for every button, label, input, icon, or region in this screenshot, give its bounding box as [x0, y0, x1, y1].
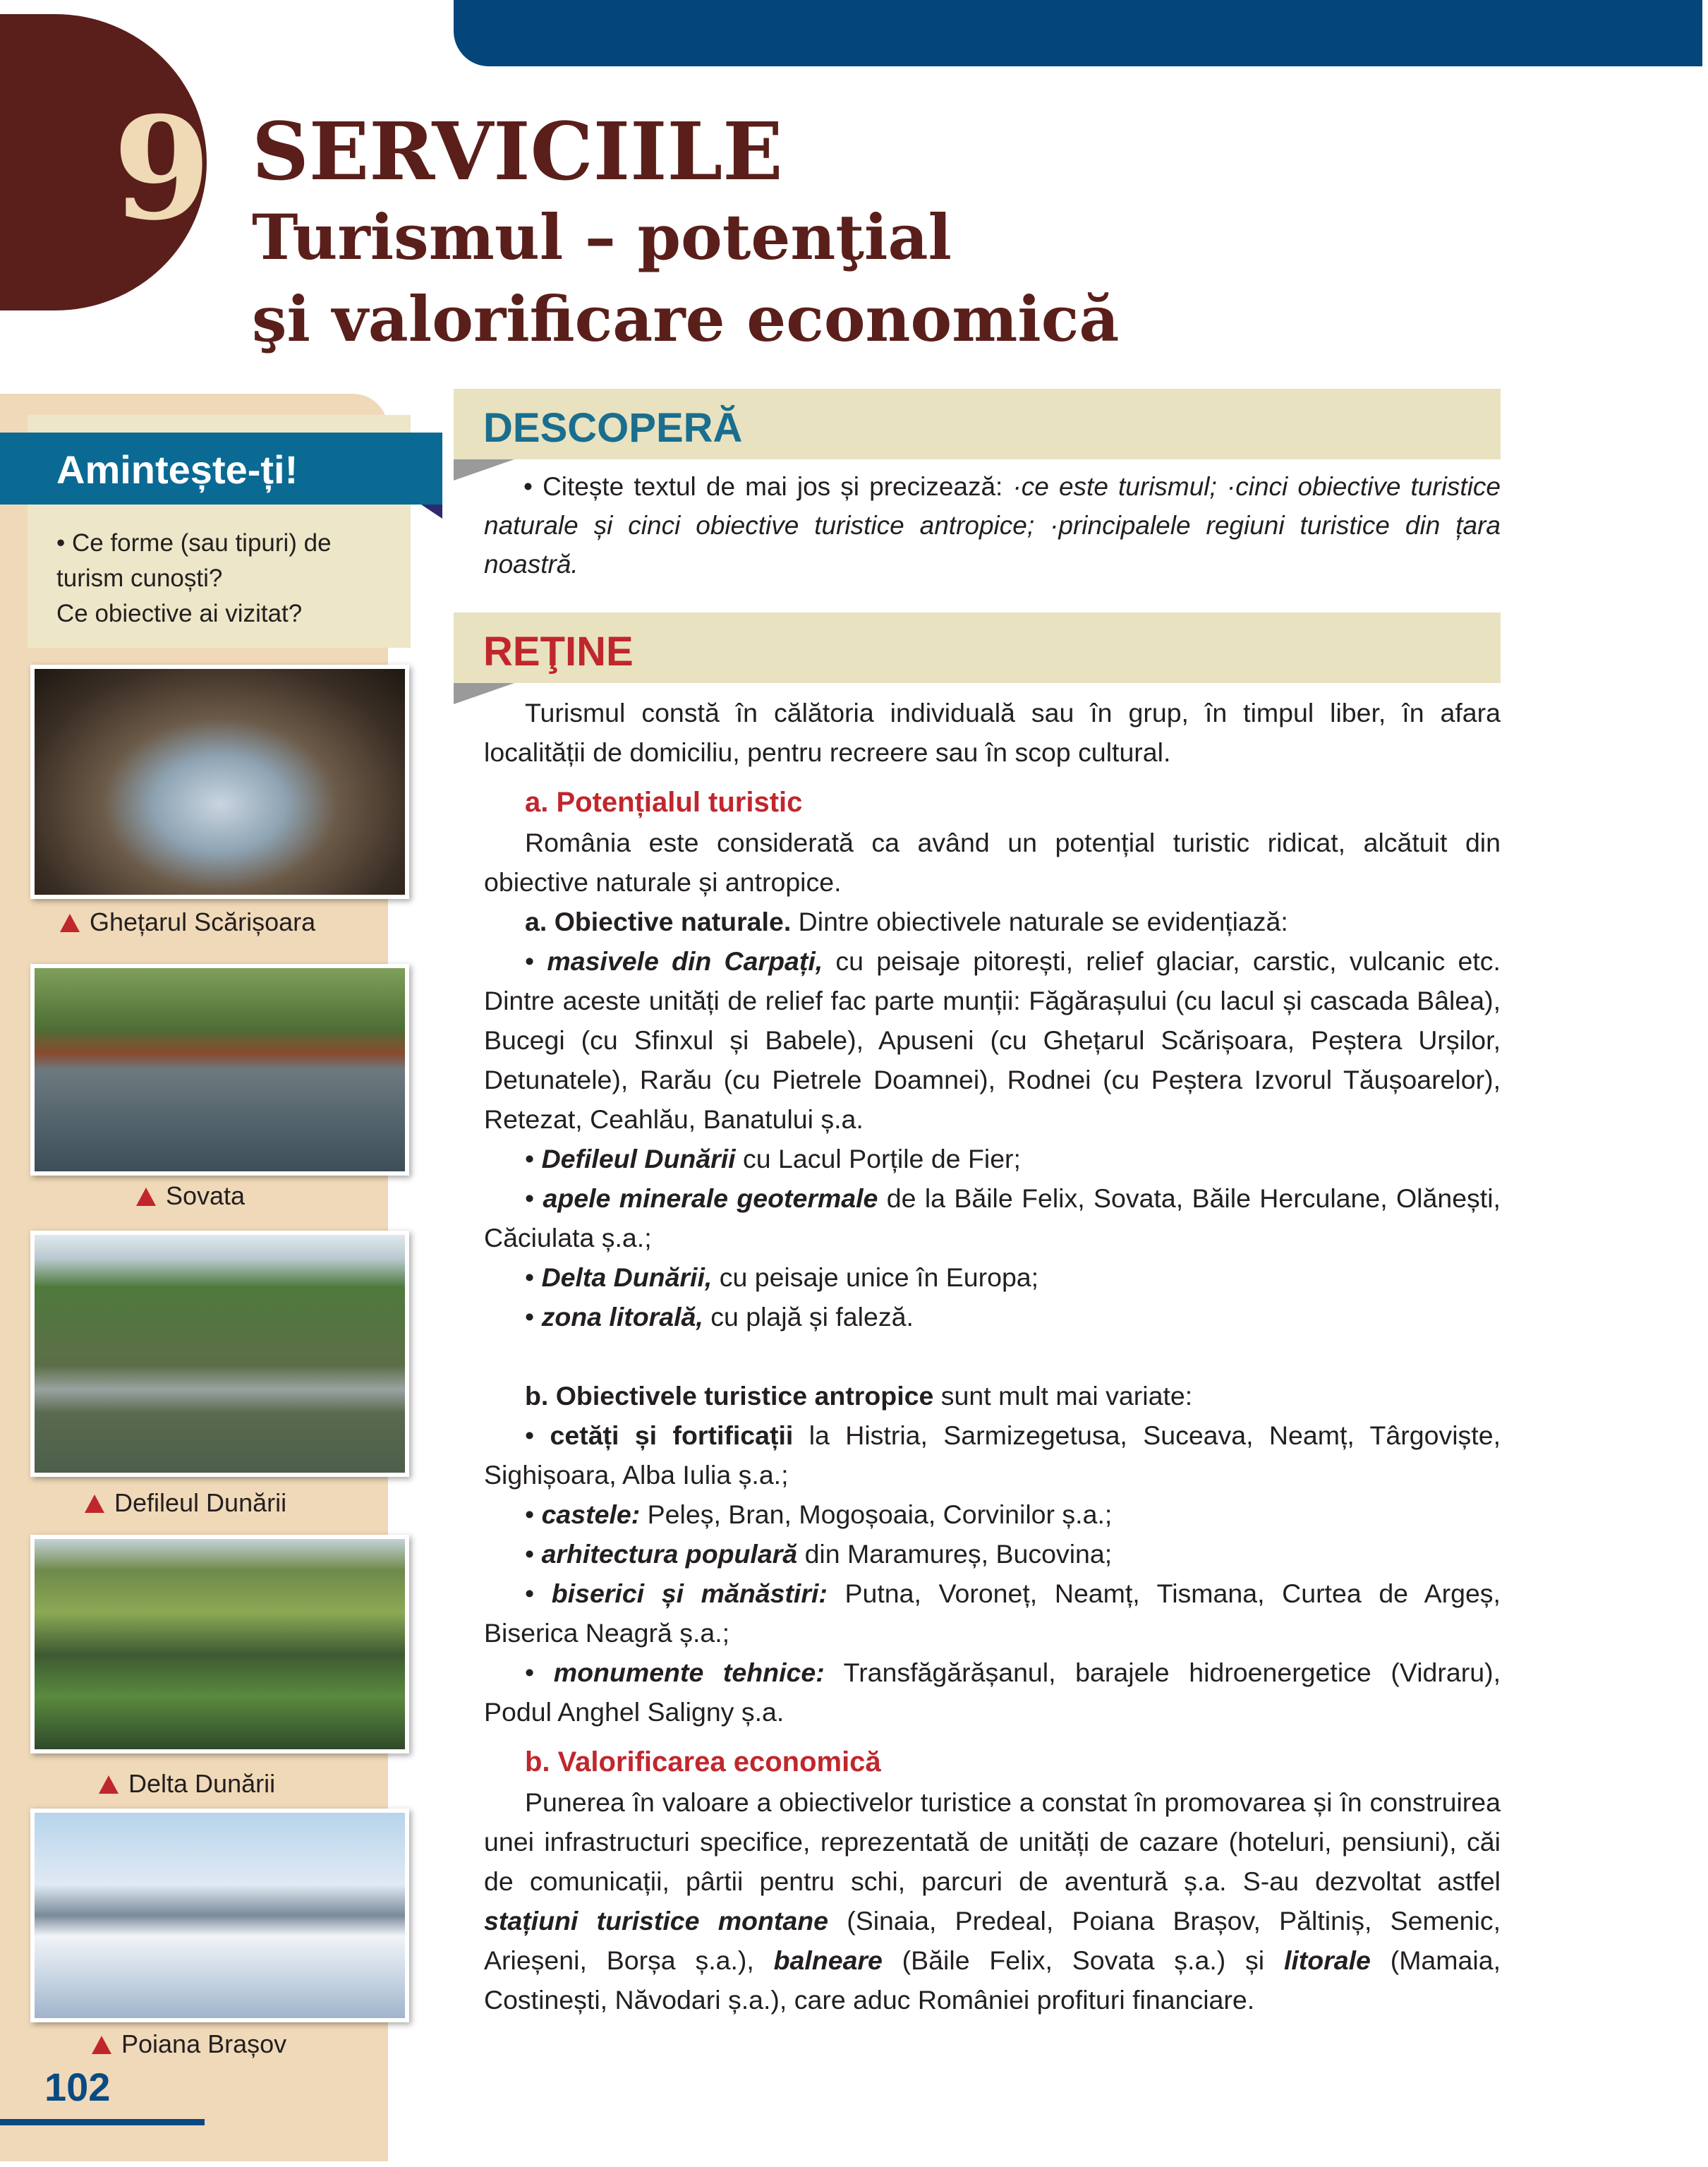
emphasis-run: Delta Dunării, — [541, 1262, 713, 1292]
chapter-title: SERVICIILE — [252, 106, 783, 198]
text-run: cu peisaje unice în Europa; — [712, 1262, 1039, 1292]
caption-text: Defileul Dunării — [114, 1488, 287, 1517]
emphasis-run: monumente tehnice: — [553, 1658, 825, 1687]
paragraph — [484, 1139, 1501, 1178]
paragraph — [484, 1416, 1501, 1495]
text-run: Transfăgărășanul, barajele hidroenergetice (Vidraru), Podul Anghel Saligny ș.a. — [484, 1658, 1501, 1727]
photo-sovata — [30, 964, 409, 1176]
text-run: cu plajă și faleză. — [703, 1302, 914, 1332]
paragraph — [484, 1297, 1501, 1336]
photo-defileul-dunarii — [30, 1231, 409, 1477]
recall-title: Amintește-ți! — [0, 433, 442, 505]
paragraph — [484, 941, 1501, 1139]
recall-question — [56, 529, 332, 557]
paragraph — [484, 902, 1501, 941]
paragraph — [484, 1534, 1501, 1574]
text-run: • — [525, 1262, 542, 1292]
paragraph — [484, 693, 1501, 772]
page-number-underline — [0, 2119, 205, 2125]
emphasis-run: b. Obiectivele turistice antropice — [525, 1381, 934, 1411]
text-run: • — [525, 1499, 542, 1529]
paragraph — [484, 823, 1501, 902]
caption-poiana-brasov — [92, 2029, 286, 2059]
emphasis-run: balneare — [773, 1945, 883, 1975]
text-run: de la Băile Felix, Sovata, Băile Herculane, Olănești, Căciulata ș.a.; — [484, 1183, 1501, 1252]
text-run: • — [525, 1420, 550, 1450]
triangle-icon — [85, 1495, 104, 1513]
emphasis-run: castele: — [541, 1499, 641, 1529]
paragraph — [484, 1653, 1501, 1732]
section-heading — [484, 1742, 1501, 1782]
descopera-instruction: • Citește textul de mai jos și precizează: — [523, 472, 1013, 501]
text-run: • — [525, 1658, 554, 1687]
paragraph — [484, 1495, 1501, 1534]
caption-delta-dunarii — [99, 1769, 275, 1799]
emphasis-run: a. Obiective naturale. — [525, 907, 792, 936]
emphasis-run: masivele din Carpați, — [547, 946, 823, 976]
text-run: la Histria, Sarmizegetusa, Suceava, Neamț, Târgoviște, Sighișoara, Alba Iulia ș.a.; — [484, 1420, 1501, 1490]
retine-title: REŢINE — [483, 629, 634, 675]
photo-poiana-brasov — [30, 1809, 409, 2022]
text-run: • — [525, 1539, 542, 1569]
text-run: Dintre obiectivele naturale se evidențiază: — [791, 907, 1288, 936]
text-run: (Mamaia, Costinești, Năvodari ș.a.), care aduc României profituri financiare. — [484, 1945, 1501, 2015]
text-run: • — [525, 1302, 542, 1332]
photo-ghetarul-scarisoara — [30, 665, 409, 899]
paragraph — [484, 1178, 1501, 1257]
recall-line-1: • Ce forme (sau tipuri) de — [56, 529, 332, 557]
text-run: România este considerată ca având un potențial turistic ridicat, alcătuit din obiective naturale și antropice. — [484, 828, 1501, 897]
text-run: • — [525, 1183, 543, 1213]
triangle-icon — [92, 2036, 111, 2054]
retine-header — [454, 612, 1501, 683]
text-run: Punerea în valoare a obiectivelor turistice a constat în promovarea și în construirea unei infrastructuri specifice, reprezentată de unități de cazare (hoteluri, pensiuni), căi de comunicații, pârtii pentru schi, parcuri de aventură ș.a. S-au dezvoltat astfel — [484, 1787, 1501, 1896]
text-run: Peleș, Bran, Mogoșoaia, Corvinilor ș.a.; — [640, 1499, 1113, 1529]
recall-line-2: turism cunoști? — [56, 565, 223, 592]
emphasis-run: zona litorală, — [541, 1302, 703, 1332]
text-run: • — [525, 1579, 552, 1608]
text-run: sunt mult mai variate: — [933, 1381, 1193, 1411]
caption-text: Ghețarul Scărișoara — [90, 907, 316, 936]
triangle-icon — [99, 1775, 119, 1794]
triangle-icon — [136, 1188, 156, 1206]
caption-sovata — [136, 1181, 245, 1211]
caption-text: Sovata — [166, 1181, 246, 1210]
descopera-tasks: ·ce este turismul; ·cinci obiective turistice naturale și cinci obiective turistice antropice; ·principalele regiuni turistice din țara noastră. — [484, 472, 1501, 579]
text-run: Putna, Voroneț, Neamț, Tismana, Curtea de Argeș, Biserica Neagră ș.a.; — [484, 1579, 1501, 1648]
descopera-header — [454, 389, 1501, 459]
caption-ghetarul-scarisoara — [60, 907, 315, 937]
emphasis-run: cetăți și fortificații — [550, 1420, 794, 1450]
paragraph — [484, 1574, 1501, 1653]
paragraph — [484, 1782, 1501, 2020]
text-run: Turismul constă în călătoria individuală sau în grup, în timpul liber, în afara localității de domiciliu, pentru recreere sau în scop cultural. — [484, 698, 1501, 767]
caption-defileul-dunarii — [85, 1488, 286, 1518]
text-run: (Sinaia, Predeal, Poiana Brașov, Păltiniș, Semenic, Arieșeni, Borșa ș.a.), — [484, 1906, 1501, 1975]
section-heading — [484, 782, 1501, 823]
emphasis-run: arhitectura populară — [541, 1539, 798, 1569]
emphasis-run: litorale — [1283, 1945, 1371, 1975]
text-run: cu peisaje pitorești, relief glaciar, carstic, vulcanic etc. Dintre aceste unități de relief fac parte munții: Făgărașului (cu lacul și cascada Bâlea), Bucegi (cu Sfinxul și Babele), Apuseni (cu Ghețarul Scărișoara, Peștera Urșilor, Detunatele), Rarău (cu Pietrele Doamnei), Rodnei (cu Peștera Izvorul Tăușoarelor), Retezat, Ceahlău, Banatului ș.a. — [484, 946, 1501, 1134]
retine-body — [484, 693, 1501, 2020]
emphasis-run: biserici și mănăstiri: — [551, 1579, 828, 1608]
text-run: (Băile Felix, Sovata ș.a.) și — [882, 1945, 1284, 1975]
page-number: 102 — [44, 2065, 111, 2109]
triangle-icon — [60, 914, 80, 932]
chapter-subtitle-line1: Turismul – potenţial — [252, 200, 952, 274]
paragraph — [484, 1257, 1501, 1297]
emphasis-run: stațiuni turistice montane — [484, 1906, 828, 1936]
emphasis-run: apele minerale geotermale — [543, 1183, 878, 1213]
recall-banner-fold — [421, 505, 442, 519]
descopera-title: DESCOPERĂ — [483, 405, 743, 451]
chapter-subtitle-line2: şi valorificare economică — [252, 282, 1120, 356]
text-run: b. Valorificarea economică — [525, 1746, 881, 1777]
text-run: • — [525, 1144, 542, 1173]
text-run: cu Lacul Porțile de Fier; — [735, 1144, 1021, 1173]
recall-line-3: Ce obiective ai vizitat? — [56, 600, 303, 627]
emphasis-run: Defileul Dunării — [541, 1144, 736, 1173]
photo-delta-dunarii — [30, 1535, 409, 1753]
text-run: din Maramureș, Bucovina; — [797, 1539, 1113, 1569]
caption-text: Poiana Brașov — [121, 2029, 287, 2058]
text-run: a. Potențialul turistic — [525, 787, 803, 818]
paragraph — [484, 1376, 1501, 1416]
paragraph-spacer — [484, 1336, 1501, 1376]
descopera-text — [484, 467, 1501, 584]
text-run: • — [525, 946, 547, 976]
top-banner — [454, 0, 1702, 66]
caption-text: Delta Dunării — [128, 1769, 276, 1798]
chapter-number: 9 — [113, 86, 212, 252]
